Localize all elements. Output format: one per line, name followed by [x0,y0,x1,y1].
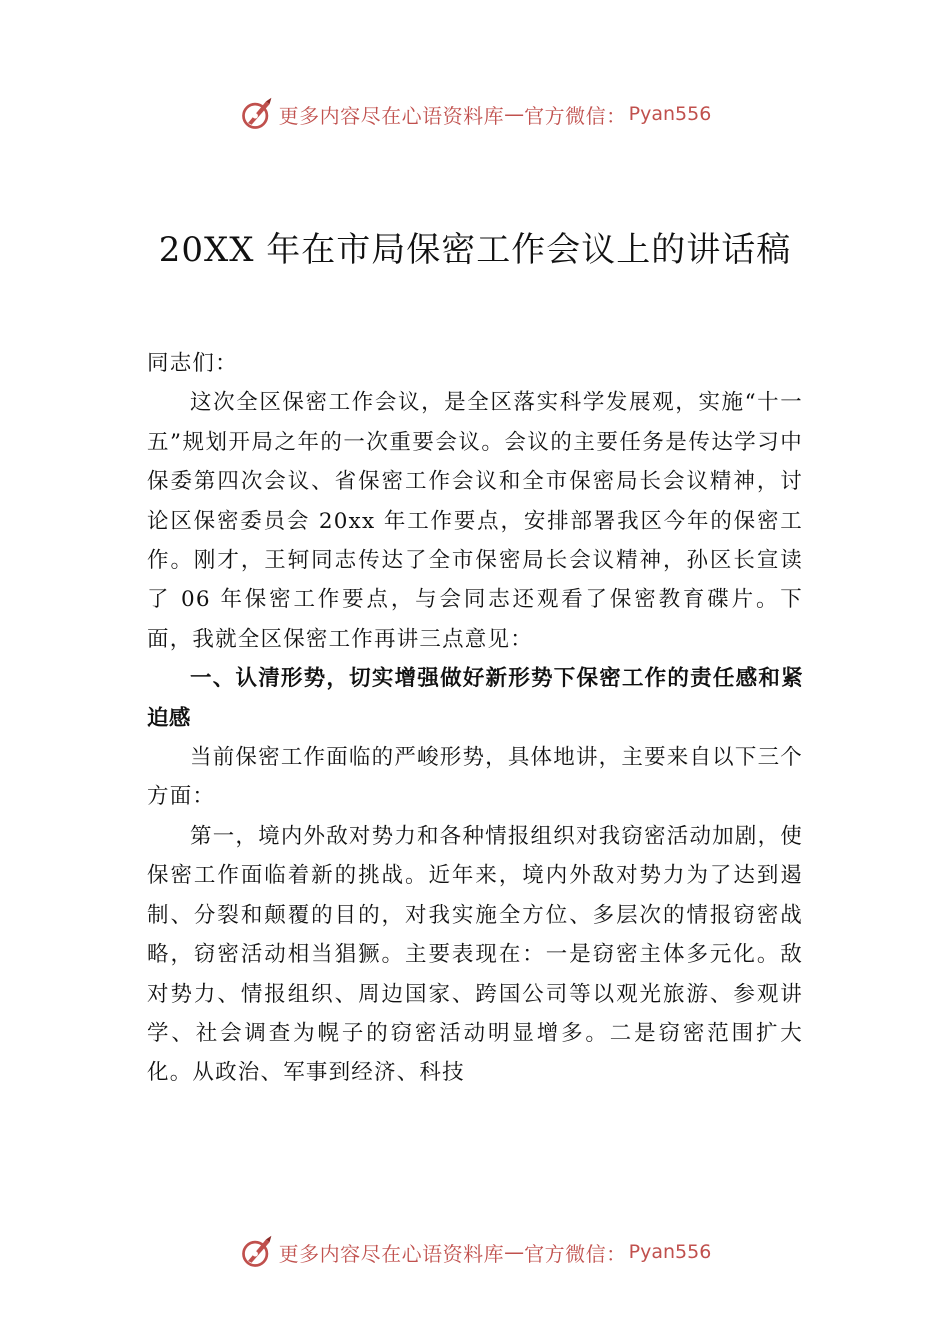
quill-pen-logo-icon [239,96,275,132]
document-body [147,344,803,1093]
intro-paragraph: 这次全区保密工作会议，是全区落实科学发展观，实施“十一五”规划开局之年的一次重要会议。会议的主要任务是传达学习中保委第四次会议、省保密工作会议和全市保密局长会议精神，讨论区保密委员会 20xx 年工作要点，安排部署我区今年的保密工作。刚才，王轲同志传达了全市保密局长会议精神，孙区长宣读了 06 年保密工作要点，与会同志还观看了保密教育碟片。下面，我就全区保密工作再讲三点意见： [147,390,803,652]
banner-text: 更多内容尽在心语资料库 [278,1241,505,1266]
section-paragraph: 第一，境内外敌对势力和各种情报组织对我窃密活动加剧，使保密工作面临着新的挑战。近年来，境内外敌对势力为了达到遏制、分裂和颠覆的目的，对我实施全方位、多层次的情报窃密战略，窃密活动相当猖獗。主要表现在：一是窃密主体多元化。敌对势力、情报组织、周边国家、跨国公司等以观光旅游、参观讲学、社会调查为幌子的窃密活动明显增多。二是窃密范围扩大化。从政治、军事到经济、科技 [147,823,803,1086]
header-banner [0,94,950,134]
section-paragraph: 当前保密工作面临的严峻形势，具体地讲，主要来自以下三个方面： [147,745,803,810]
banner-text: 更多内容尽在心语资料库 [278,103,505,128]
quill-pen-logo-icon [239,1234,275,1270]
salutation: 同志们： [147,351,238,376]
banner-wechat-label: 官方微信： [524,1241,627,1266]
footer-banner [0,1232,950,1272]
banner-separator: — [504,102,525,126]
banner-handle: Pyan556 [628,1241,712,1263]
banner-handle: Pyan556 [628,103,712,125]
document-title: 20XX 年在市局保密工作会议上的讲话稿 [158,230,792,270]
banner-wechat-label: 官方微信： [524,103,627,128]
banner-separator: — [504,1240,525,1264]
section-heading: 一、认清形势，切实增强做好新形势下保密工作的责任感和紧迫感 [147,666,803,731]
